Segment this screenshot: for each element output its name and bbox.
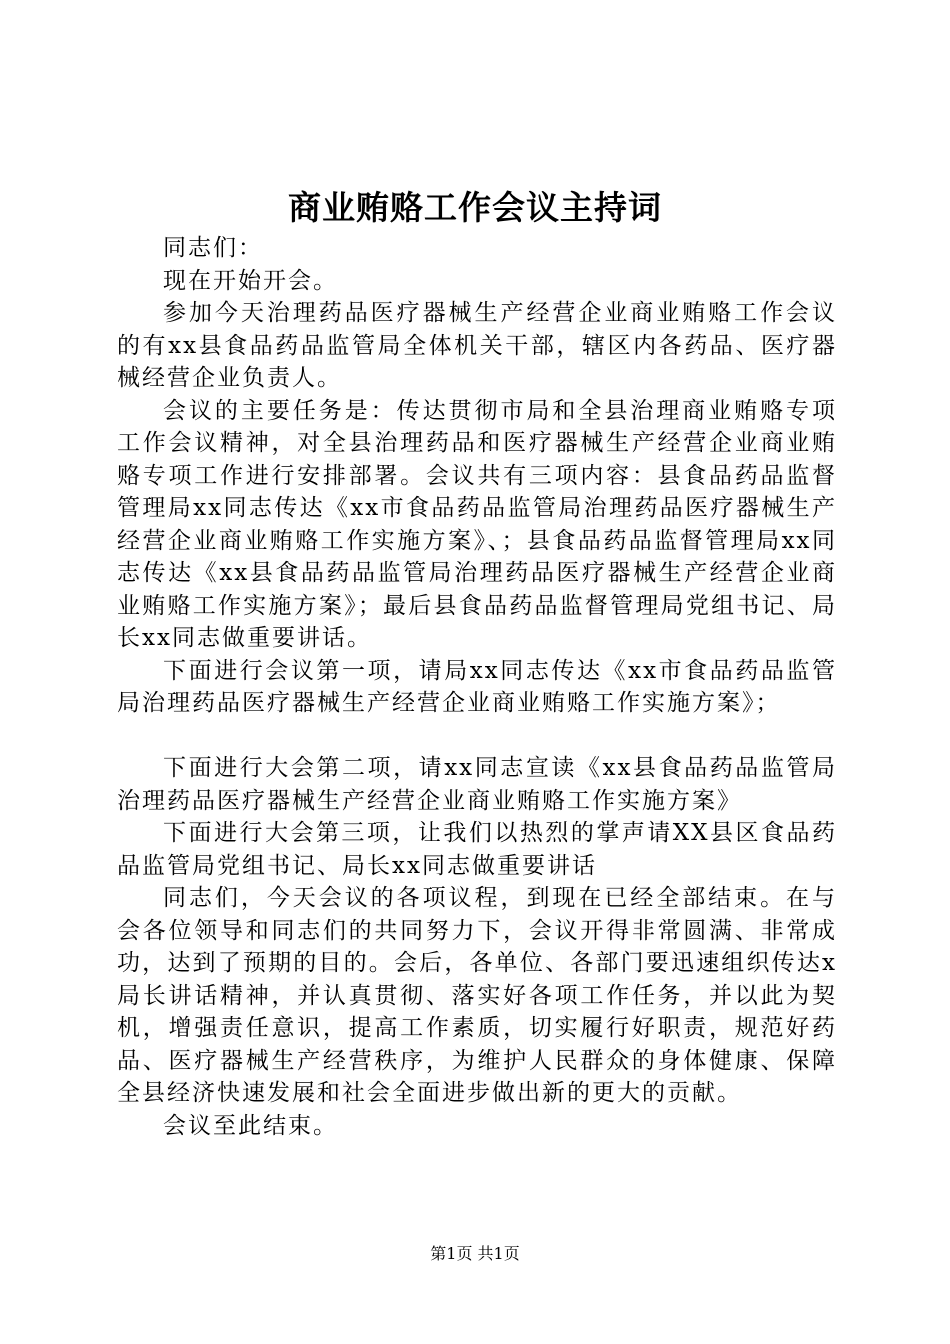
page-number-footer: 第1页 共1页	[430, 1244, 520, 1263]
document-title: 商业贿赂工作会议主持词	[288, 188, 662, 227]
paragraph-item-one: 下面进行会议第一项，请局xx同志传达《xx市食品药品监管局治理药品医疗器械生产经营企业商业贿赂工作实施方案》；	[117, 657, 837, 716]
paragraph-opening: 现在开始开会。	[163, 267, 338, 294]
paragraph-salutation: 同志们：	[163, 235, 263, 261]
paragraph-adjourn: 会议至此结束。	[163, 1112, 338, 1139]
paragraph-main-tasks: 会议的主要任务是：传达贯彻市局和全县治理商业贿赂专项工作会议精神，对全县治理药品和医疗器械生产经营企业商业贿赂专项工作进行安排部署。会议共有三项内容：县食品药品监督管理局xx同志传达《xx市食品药品监管局治理药品医疗器械生产经营企业商业贿赂工作实施方案》、；县食品药品监督管理局xx同志传达《xx县食品药品监管局治理药品医疗器械生产经营企业商业贿赂工作实施方案》；最后县食品药品监督管理局党组书记、局长xx同志做重要讲话。	[117, 397, 837, 651]
paragraph-item-three: 下面进行大会第三项，让我们以热烈的掌声请XX县区食品药品监管局党组书记、局长xx同志做重要讲话	[117, 820, 837, 879]
paragraph-blank-line	[117, 720, 837, 753]
paragraph-item-two: 下面进行大会第二项，请xx同志宣读《xx县食品药品监管局治理药品医疗器械生产经营企业商业贿赂工作实施方案》	[117, 755, 837, 814]
document-body	[117, 232, 837, 1142]
paragraph-closing-remarks: 同志们，今天会议的各项议程，到现在已经全部结束。在与会各位领导和同志们的共同努力下，会议开得非常圆满、非常成功，达到了预期的目的。会后，各单位、各部门要迅速组织传达x局长讲话精神，并认真贯彻、落实好各项工作任务，并以此为契机，增强责任意识，提高工作素质，切实履行好职责，规范好药品、医疗器械生产经营秩序，为维护人民群众的身体健康、保障全县经济快速发展和社会全面进步做出新的更大的贡献。	[117, 885, 837, 1106]
paragraph-attendees: 参加今天治理药品医疗器械生产经营企业商业贿赂工作会议的有xx县食品药品监管局全体机关干部，辖区内各药品、医疗器械经营企业负责人。	[117, 300, 837, 391]
